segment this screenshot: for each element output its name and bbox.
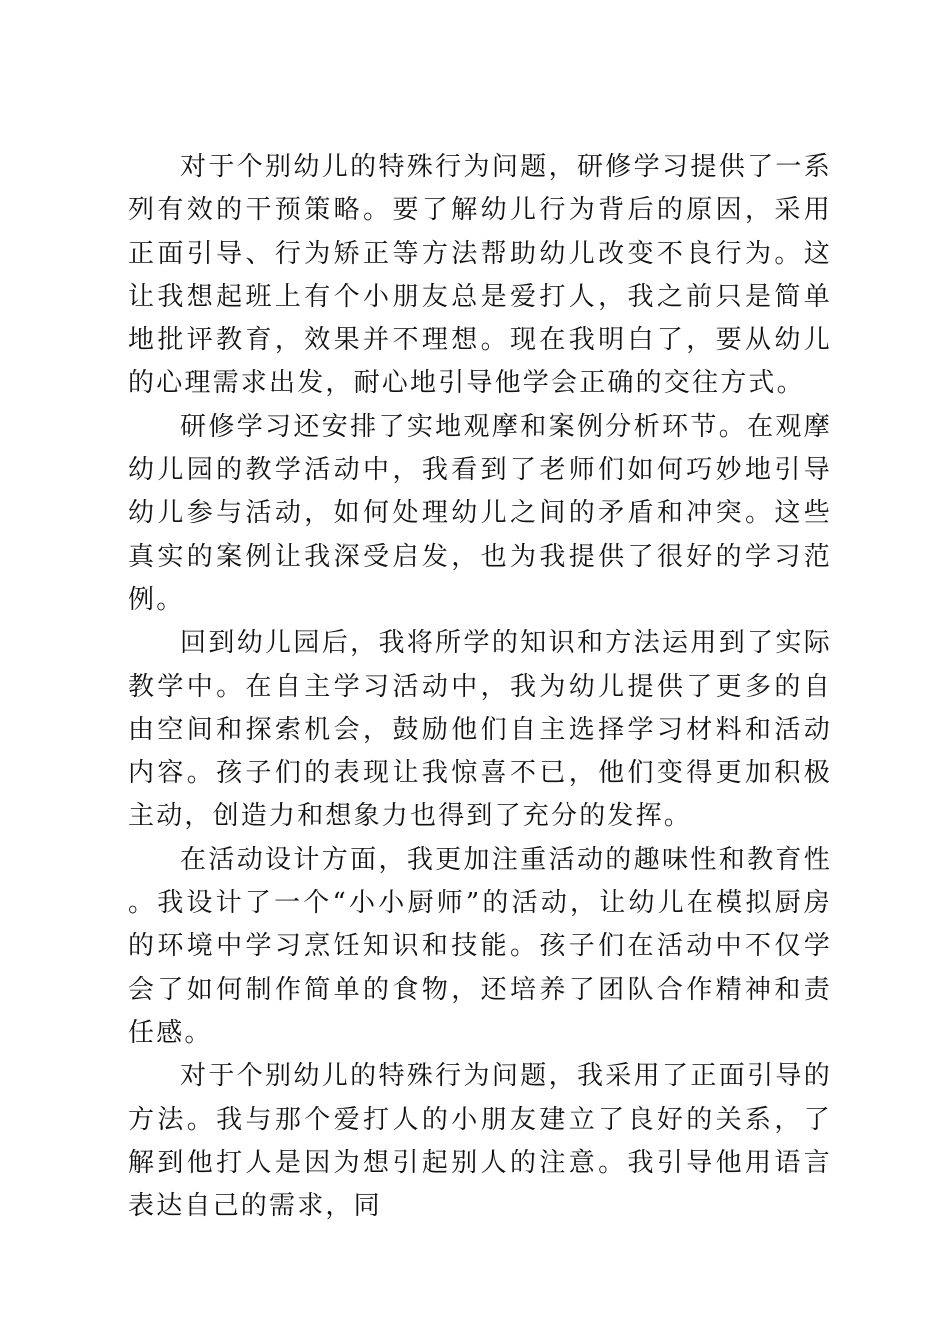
paragraph: 对于个别幼儿的特殊行为问题，我采用了正面引导的方法。我与那个爱打人的小朋友建立了良好的关系，了解到他打人是因为想引起别人的注意。我引导他用语言表达自己的需求，同 [128, 1061, 832, 1222]
document-body [128, 146, 832, 1228]
paragraph: 研修学习还安排了实地观摩和案例分析环节。在观摩幼儿园的教学活动中，我看到了老师们如何巧妙地引导幼儿参与活动，如何处理幼儿之间的矛盾和冲突。这些真实的案例让我深受启发，也为我提供了很好的学习范例。 [128, 411, 832, 615]
paragraph: 回到幼儿园后，我将所学的知识和方法运用到了实际教学中。在自主学习活动中，我为幼儿提供了更多的自由空间和探索机会，鼓励他们自主选择学习材料和活动内容。孩子们的表现让我惊喜不已，他们变得更加积极主动，创造力和想象力也得到了充分的发挥。 [128, 628, 832, 832]
paragraph: 在活动设计方面，我更加注重活动的趣味性和教育性。我设计了一个“小小厨师”的活动，让幼儿在模拟厨房的环境中学习烹饪知识和技能。孩子们在活动中不仅学会了如何制作简单的食物，还培养了团队合作精神和责任感。 [128, 844, 832, 1048]
paragraph: 对于个别幼儿的特殊行为问题，研修学习提供了一系列有效的干预策略。要了解幼儿行为背后的原因，采用正面引导、行为矫正等方法帮助幼儿改变不良行为。这让我想起班上有个小朋友总是爱打人，我之前只是简单地批评教育，效果并不理想。现在我明白了，要从幼儿的心理需求出发，耐心地引导他学会正确的交往方式。 [128, 152, 832, 399]
